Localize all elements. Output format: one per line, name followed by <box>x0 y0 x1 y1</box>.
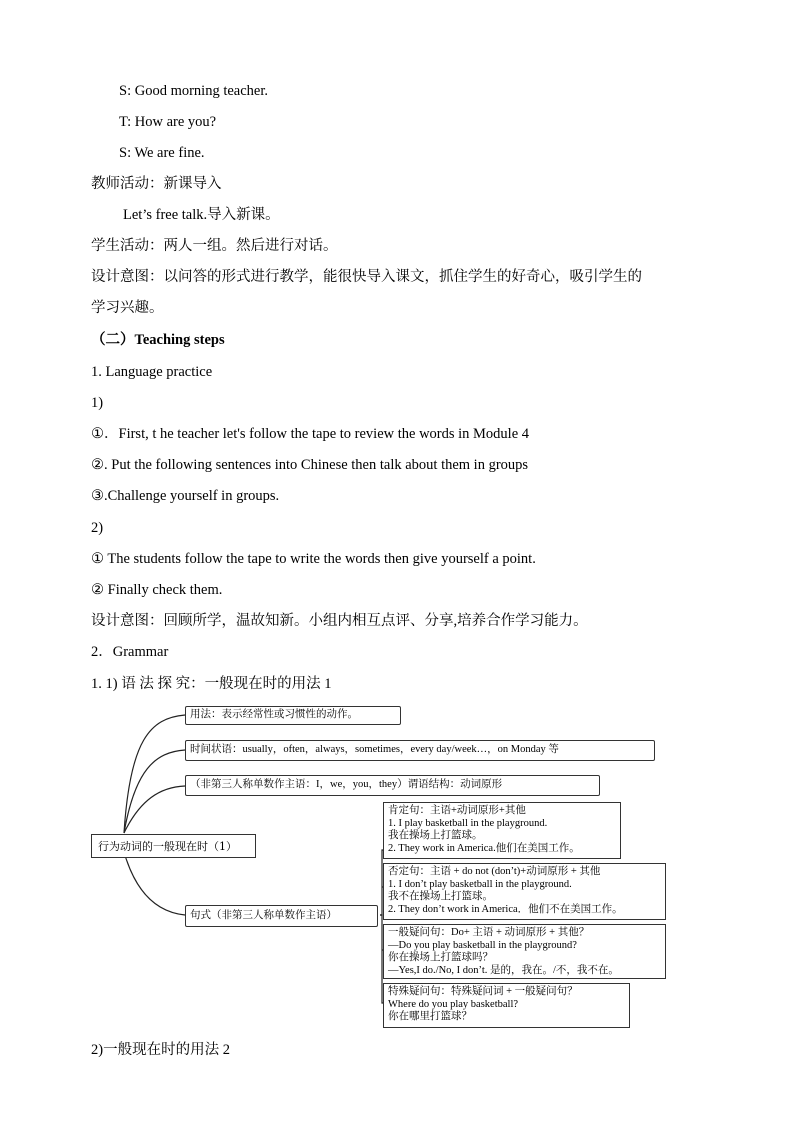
negative-example-2: 2. They don’t work in America．他们不在美国工作。 <box>388 903 623 915</box>
negative-example-1-cn: 我不在操场上打篮球。 <box>388 891 493 902</box>
general-question-example-cn: 你在操场上打篮球吗？ <box>388 952 493 963</box>
step-check: ② Finally check them. <box>91 582 223 598</box>
step-review-words: ①．First, t he teacher let's follow the tape to review the words in Module 4 <box>91 426 530 442</box>
design-intent-line-1: 设计意图：以问答的形式进行教学，能很快导入课文，抓住学生的好奇心，吸引学生的 <box>91 269 642 285</box>
item-marker-2: 2) <box>91 520 104 536</box>
mindmap-affirmative-box <box>383 802 621 859</box>
item-marker-1: 1) <box>91 395 104 411</box>
subheading-language-practice: 1. Language practice <box>91 364 213 380</box>
mindmap-root-node: 行为动词的一般现在时（1） <box>91 834 256 858</box>
affirmative-rule: 肯定句：主语+动词原形+其他 <box>388 805 526 816</box>
step-write-words: ① The students follow the tape to write the words then give yourself a point. <box>91 551 536 567</box>
mindmap-general-question-box <box>383 924 666 979</box>
usage-2-heading: 2)一般现在时的用法 2 <box>91 1042 230 1058</box>
design-intent-line-1-cont: 学习兴趣。 <box>91 300 164 316</box>
subheading-grammar: 2．Grammar <box>91 644 169 660</box>
affirmative-example-1-cn: 我在操场上打篮球。 <box>388 830 483 841</box>
teacher-activity-heading: 教师活动：新课导入 <box>91 176 222 192</box>
affirmative-example-2: 2. They work in America.他们在美国工作。 <box>388 842 580 854</box>
step-challenge: ③.Challenge yourself in groups. <box>91 488 280 504</box>
mindmap-usage-node: 用法：表示经常性或习惯性的动作。 <box>185 706 401 725</box>
section-heading-teaching-steps: （二）Teaching steps <box>91 332 225 348</box>
mindmap-negative-box <box>383 863 666 920</box>
special-question-rule: 特殊疑问句：特殊疑问词 + 一般疑问句？ <box>388 986 578 997</box>
dialogue-line-student-greeting: S: Good morning teacher. <box>119 83 269 99</box>
dialogue-line-student-answer: S: We are fine. <box>119 145 205 161</box>
affirmative-example-1: 1. I play basketball in the playground. <box>388 817 548 829</box>
free-talk-line: Let’s free talk.导入新课。 <box>123 207 280 223</box>
mindmap-special-question-box <box>383 983 630 1028</box>
dialogue-line-teacher-question: T: How are you? <box>119 114 217 130</box>
student-activity-line: 学生活动：两人一组。然后进行对话。 <box>91 238 338 254</box>
grammar-exploration-heading: 1. 1) 语 法 探 究：一般现在时的用法 1 <box>91 676 332 692</box>
step-translate-sentences: ②. Put the following sentences into Chinese then talk about them in groups <box>91 457 529 473</box>
mindmap-predicate-node: （非第三人称单数作主语：I，we，you，they）谓语结构：动词原形 <box>185 775 600 796</box>
mindmap-time-adverbial-node: 时间状语：usually，often，always，sometimes，every day/week…，on Monday 等 <box>185 740 655 761</box>
special-question-example: Where do you play basketball? <box>388 998 519 1010</box>
special-question-example-cn: 你在哪里打篮球？ <box>388 1011 472 1022</box>
negative-rule: 否定句：主语 + do not (don’t)+动词原形 + 其他 <box>388 866 601 877</box>
general-question-example: —Do you play basketball in the playground? <box>388 939 577 951</box>
design-intent-line-2: 设计意图：回顾所学，温故知新。小组内相互点评、分享,培养合作学习能力。 <box>91 613 588 629</box>
mindmap-sentence-forms-node: 句式（非第三人称单数作主语） <box>185 905 378 927</box>
general-question-rule: 一般疑问句：Do+ 主语 + 动词原形 + 其他？ <box>388 927 590 938</box>
general-question-answer: —Yes,I do./No, I don’t. 是的，我在。/不，我不在。 <box>388 964 619 976</box>
negative-example-1: 1. I don’t play basketball in the playground. <box>388 878 572 890</box>
